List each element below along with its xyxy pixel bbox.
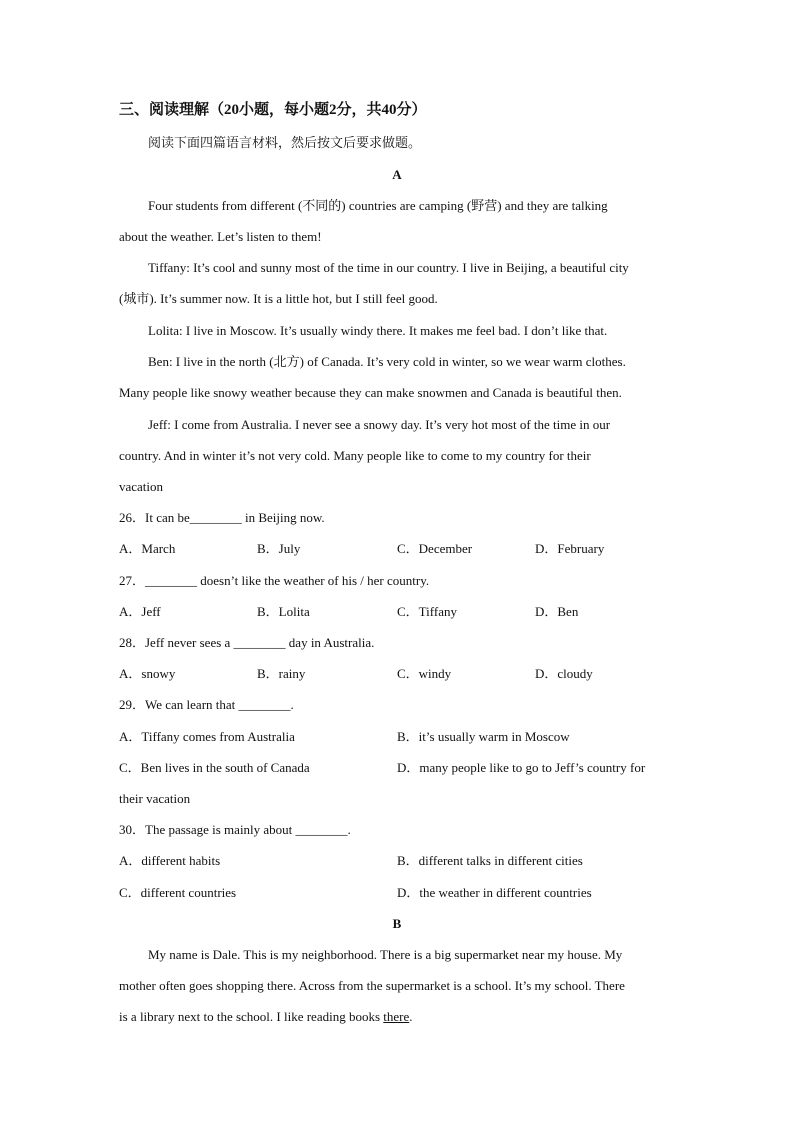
answer-option[interactable]: C．December — [397, 541, 473, 556]
passage-a-line: vacation — [119, 479, 164, 494]
passage-b-line-last — [119, 1008, 679, 1026]
passage-a-line: Tiffany: It’s cool and sunny most of the time in our country. I live in Beijing, a beautiful city — [148, 260, 629, 275]
question-stem: 30．The passage is mainly about ________. — [119, 822, 351, 837]
section-instruction: 阅读下面四篇语言材料，然后按文后要求做题。 — [148, 135, 422, 150]
answer-option[interactable]: D．Ben — [535, 604, 579, 619]
answer-option[interactable]: B．rainy — [257, 666, 306, 681]
question-stem: 26．It can be________ in Beijing now. — [119, 510, 325, 525]
answer-option[interactable]: A．Tiffany comes from Australia — [119, 729, 295, 744]
answer-option[interactable]: A．Jeff — [119, 604, 161, 619]
passage-b-text: is a library next to the school. I like reading books — [119, 1009, 384, 1024]
answer-option[interactable]: D．the weather in different countries — [397, 885, 592, 900]
passage-a-line: Many people like snowy weather because they can make snowmen and Canada is beautiful then. — [119, 385, 622, 400]
answer-option[interactable]: B．it’s usually warm in Moscow — [397, 729, 570, 744]
passage-a-line: about the weather. Let’s listen to them! — [119, 229, 322, 244]
passage-a-line: Jeff: I come from Australia. I never see a snowy day. It’s very hot most of the time in our — [148, 417, 611, 432]
answer-option[interactable]: B．different talks in different cities — [397, 853, 583, 868]
passage-a-line: Four students from different (不同的) countries are camping (野营) and they are talking — [148, 198, 608, 213]
passage-a-line: Ben: I live in the north (北方) of Canada. It’s very cold in winter, so we wear warm clothes. — [148, 354, 626, 369]
passage-b-label: B — [392, 916, 402, 931]
end-punct: . — [409, 1009, 413, 1024]
passage-a-line: country. And in winter it’s not very cold. Many people like to come to my country for their — [119, 448, 591, 463]
underlined-word: there — [383, 1009, 410, 1024]
question-stem: 27．________ doesn’t like the weather of his / her country. — [119, 573, 430, 588]
passage-a-line: Lolita: I live in Moscow. It’s usually windy there. It makes me feel bad. I don’t like that. — [148, 323, 608, 338]
answer-option[interactable]: A．snowy — [119, 666, 176, 681]
answer-option[interactable]: D．many people like to go to Jeff’s country for — [397, 760, 646, 775]
answer-option[interactable]: B．Lolita — [257, 604, 310, 619]
answer-option[interactable]: C．windy — [397, 666, 452, 681]
answer-option[interactable]: A．March — [119, 541, 176, 556]
answer-option[interactable]: D．February — [535, 541, 605, 556]
passage-b-line: mother often goes shopping there. Across from the supermarket is a school. It’s my school. There — [119, 978, 625, 993]
answer-option[interactable]: C．different countries — [119, 885, 237, 900]
question-stem: 28．Jeff never sees a ________ day in Australia. — [119, 635, 375, 650]
passage-a-line: (城市). It’s summer now. It is a little hot, but I still feel good. — [119, 291, 438, 306]
answer-option[interactable]: A．different habits — [119, 853, 221, 868]
option-continuation: their vacation — [119, 791, 191, 806]
answer-option[interactable]: B．July — [257, 541, 301, 556]
answer-option[interactable]: C．Ben lives in the south of Canada — [119, 760, 310, 775]
passage-a-label: A — [392, 167, 402, 182]
section-title: 三、阅读理解（20小题，每小题2分，共40分） — [119, 102, 427, 118]
passage-b-line: My name is Dale. This is my neighborhood. There is a big supermarket near my house. My — [148, 947, 623, 962]
answer-option[interactable]: D．cloudy — [535, 666, 593, 681]
question-stem: 29．We can learn that ________. — [119, 697, 294, 712]
answer-option[interactable]: C．Tiffany — [397, 604, 457, 619]
